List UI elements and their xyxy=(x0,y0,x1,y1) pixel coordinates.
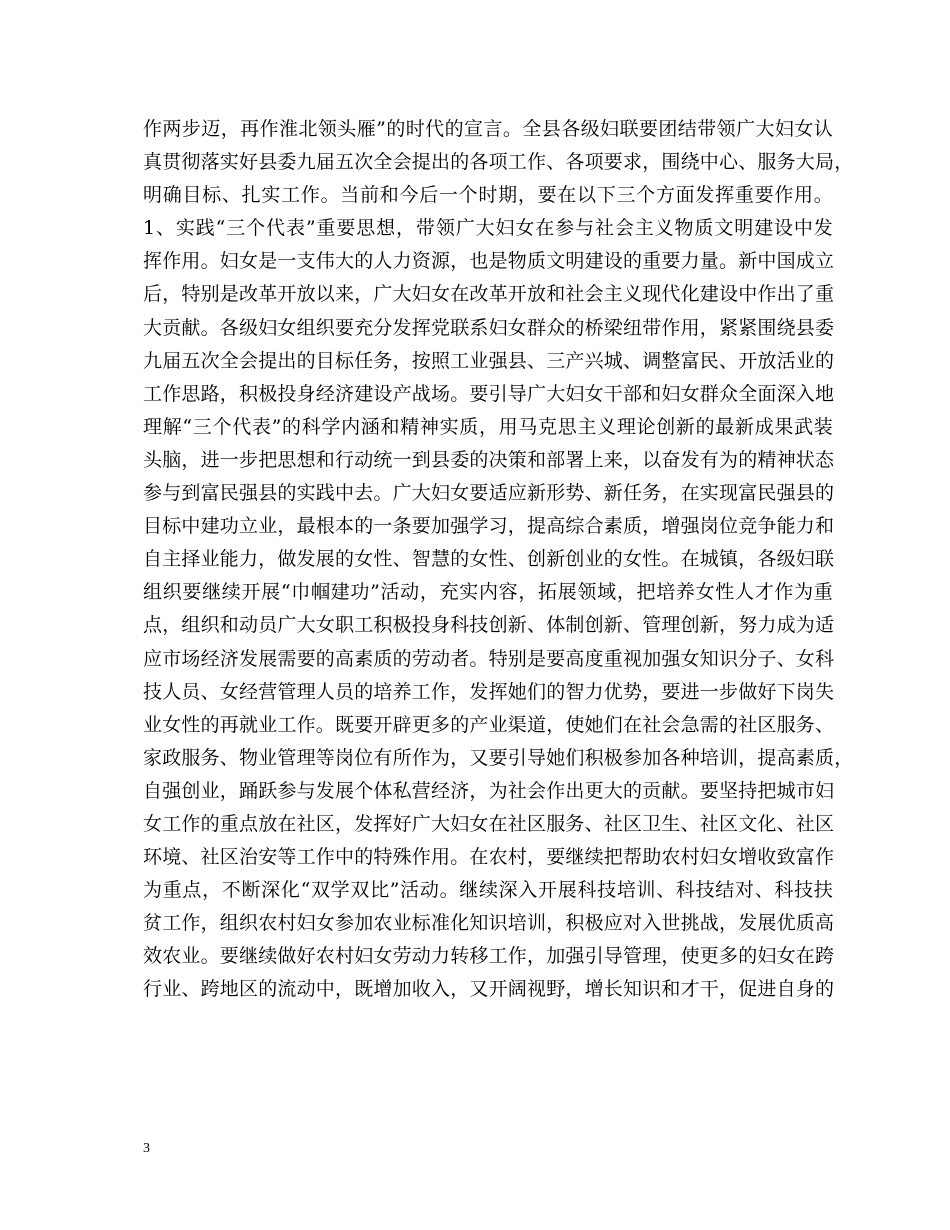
text-line: 自强创业，踊跃参与发展个体私营经济，为社会作出更大的贡献。要坚持把城市妇 xyxy=(143,779,835,802)
text-line: 九届五次全会提出的目标任务，按照工业强县、三产兴城、调整富民、开放活业的 xyxy=(143,349,835,372)
body-text xyxy=(143,113,854,1007)
text-line: 业女性的再就业工作。既要开辟更多的产业渠道，使她们在社会急需的社区服务、 xyxy=(143,713,835,736)
text-line: 理解“三个代表”的科学内涵和精神实质，用马克思主义理论创新的最新成果武装 xyxy=(143,415,833,438)
text-line: 明确目标、扎实工作。当前和今后一个时期，要在以下三个方面发挥重要作用。 xyxy=(143,184,833,207)
text-line: 挥作用。妇女是一支伟大的人力资源，也是物质文明建设的重要力量。新中国成立 xyxy=(143,250,835,273)
text-line: 目标中建功立业，最根本的一条要加强学习，提高综合素质，增强岗位竞争能力和 xyxy=(143,515,835,538)
page-number: 3 xyxy=(143,1141,150,1156)
text-line: 真贯彻落实好县委九届五次全会提出的各项工作、各项要求，围绕中心、服务大局， xyxy=(143,151,854,174)
text-line: 家政服务、物业管理等岗位有所作为，又要引导她们积极参加各种培训，提高素质， xyxy=(143,746,854,769)
text-line: 女工作的重点放在社区，发挥好广大妇女在社区服务、社区卫生、社区文化、社区 xyxy=(143,812,835,835)
text-line: 技人员、女经营管理人员的培养工作，发挥她们的智力优势，要进一步做好下岗失 xyxy=(143,680,835,703)
text-line: 应市场经济发展需要的高素质的劳动者。特别是要高度重视加强女知识分子、女科 xyxy=(143,647,835,670)
text-line: 点，组织和动员广大女职工积极投身科技创新、体制创新、管理创新，努力成为适 xyxy=(143,614,835,637)
text-line: 大贡献。各级妇女组织要充分发挥党联系妇女群众的桥梁纽带作用，紧紧围绕县委 xyxy=(143,316,835,339)
text-line: 后，特别是改革开放以来，广大妇女在改革开放和社会主义现代化建设中作出了重 xyxy=(143,283,835,306)
text-line: 效农业。要继续做好农村妇女劳动力转移工作，加强引导管理，使更多的妇女在跨 xyxy=(143,945,835,968)
text-line: 作两步迈，再作淮北领头雁”的时代的宣言。全县各级妇联要团结带领广大妇女认 xyxy=(143,118,833,140)
text-line: 自主择业能力，做发展的女性、智慧的女性、创新创业的女性。在城镇，各级妇联 xyxy=(143,548,835,571)
text-line: 工作思路，积极投身经济建设产战场。要引导广大妇女干部和妇女群众全面深入地 xyxy=(143,382,835,405)
text-line: 为重点，不断深化“双学双比”活动。继续深入开展科技培训、科技结对、科技扶 xyxy=(143,879,833,902)
text-line: 头脑，进一步把思想和行动统一到县委的决策和部署上来，以奋发有为的精神状态 xyxy=(143,448,835,471)
text-line: 参与到富民强县的实践中去。广大妇女要适应新形势、新任务，在实现富民强县的 xyxy=(143,482,835,505)
text-line: 1、实践“三个代表”重要思想，带领广大妇女在参与社会主义物质文明建设中发 xyxy=(143,217,833,240)
text-line: 行业、跨地区的流动中，既增加收入，又开阔视野，增长知识和才干，促进自身的 xyxy=(143,978,835,1001)
text-line: 环境、社区治安等工作中的特殊作用。在农村，要继续把帮助农村妇女增收致富作 xyxy=(143,846,835,869)
text-line: 贫工作，组织农村妇女参加农业标准化知识培训，积极应对入世挑战，发展优质高 xyxy=(143,912,835,935)
text-line: 组织要继续开展“巾帼建功”活动，充实内容，拓展领域，把培养女性人才作为重 xyxy=(143,581,833,604)
